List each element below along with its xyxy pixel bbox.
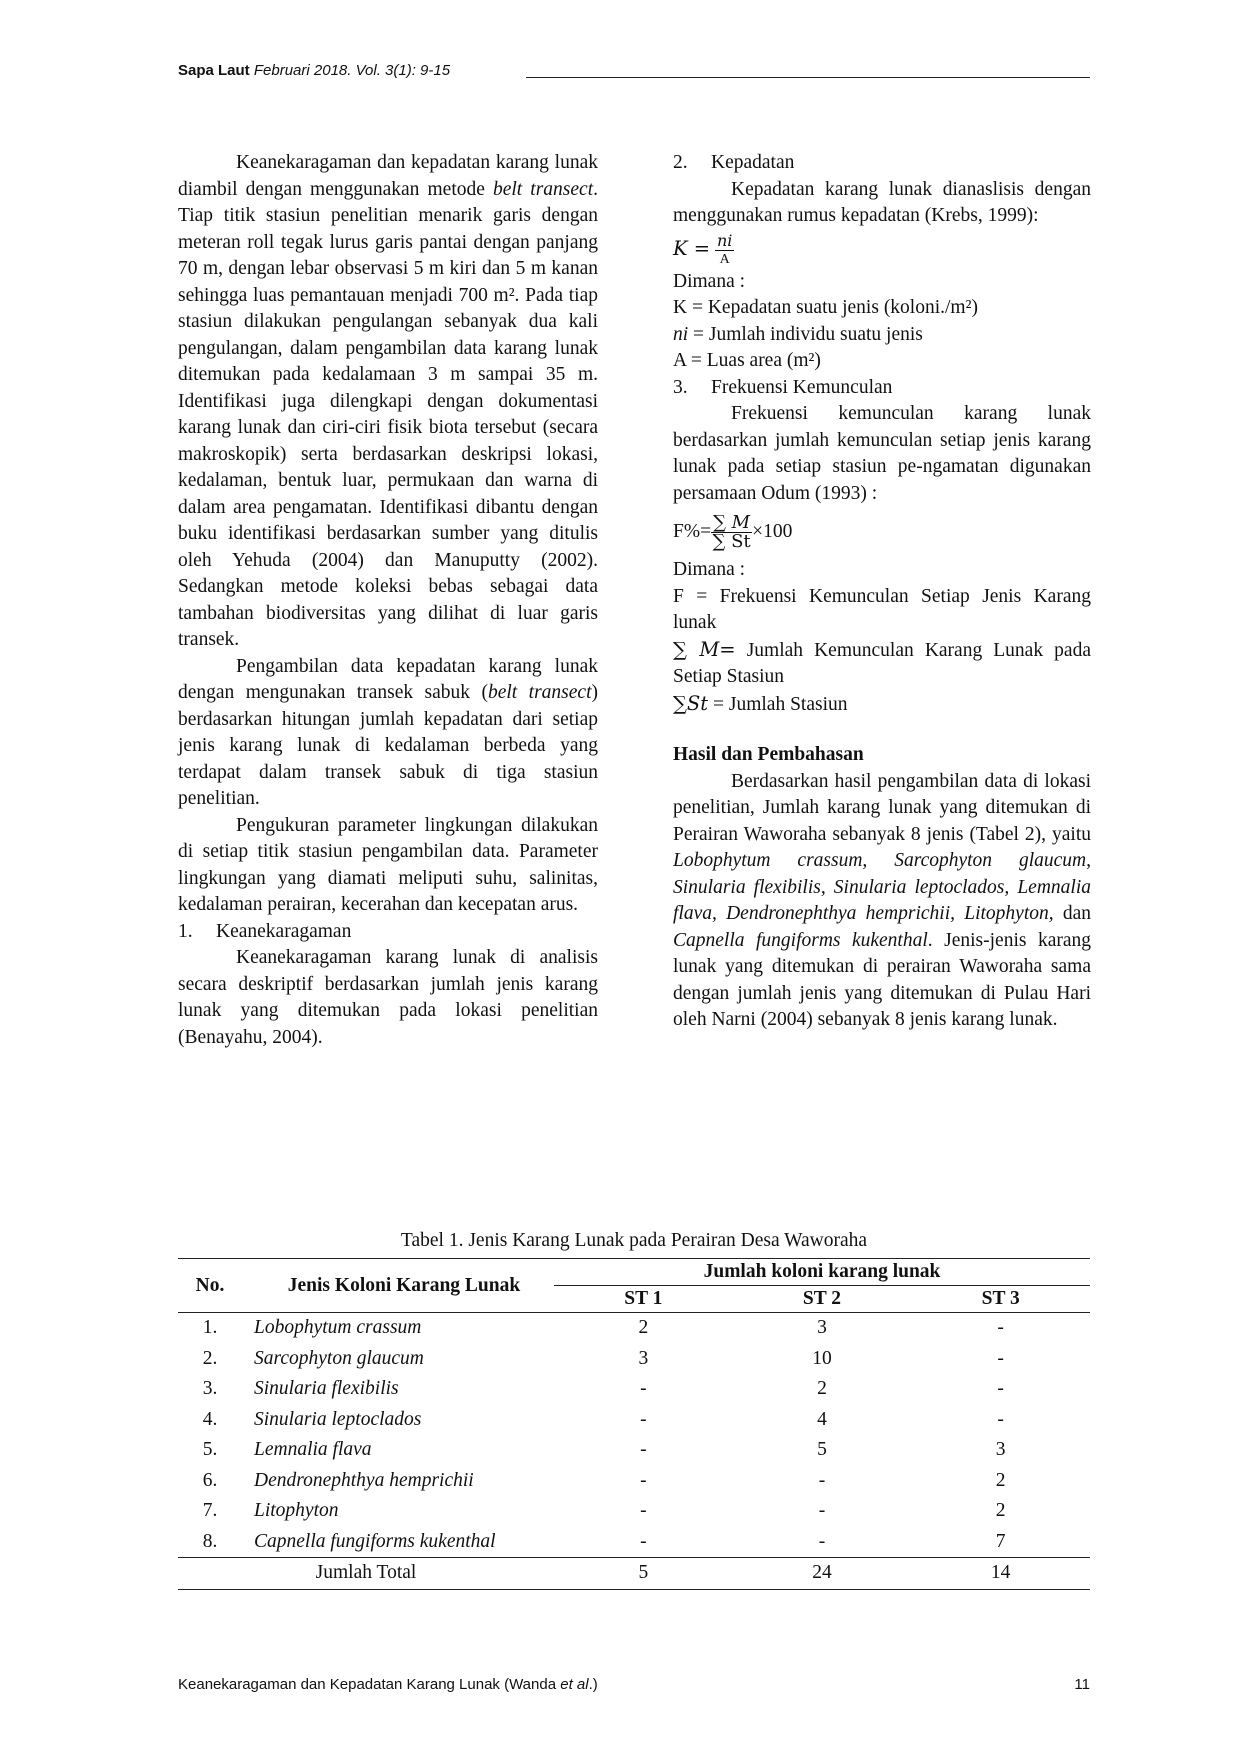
text: ) berdasarkan hitungan jumlah kepadatan dari setiap jenis karang lunak di kedalaman berbeda yang terdapat dalam transek sabuk di tiga stasiun penelitian. <box>178 682 598 809</box>
row-number: 1. <box>202 1317 218 1339</box>
species-name: Sarcophyton glaucum <box>254 1347 424 1369</box>
count-st2: - <box>818 1469 826 1491</box>
footer-title-italic: et al <box>560 1676 589 1693</box>
count-st2: 10 <box>812 1347 832 1369</box>
count-st1: - <box>640 1530 647 1552</box>
journal-name: Sapa Laut <box>178 62 250 79</box>
journal-issue: Februari 2018. Vol. 3(1): 9-15 <box>253 62 451 79</box>
table-row <box>178 1466 1090 1497</box>
count-st1: 3 <box>638 1347 649 1369</box>
header-st3: ST 3 <box>911 1286 1090 1313</box>
count-st3: 2 <box>995 1500 1006 1522</box>
definition-f: F = Frekuensi Kemunculan Setiap Jenis Karang lunak <box>673 585 1091 634</box>
count-st3: 2 <box>995 1469 1006 1491</box>
list-title: Frekuensi Kemunculan <box>711 376 893 398</box>
list-item-density <box>673 150 1091 177</box>
variable: ni <box>673 323 689 345</box>
list-item-diversity <box>178 919 598 946</box>
text: Keanekaragaman dan kepadatan karang lunak diambil dengan menggunakan metode <box>178 152 598 200</box>
footer-title: Keanekaragaman dan Kepadatan Karang Lunak (Wanda <box>178 1676 561 1693</box>
total-st2: 24 <box>812 1562 832 1584</box>
table-row <box>178 1344 1090 1375</box>
count-st2: 4 <box>817 1408 827 1430</box>
header-group: Jumlah koloni karang lunak <box>554 1259 1090 1286</box>
header-st2: ST 2 <box>733 1286 912 1313</box>
text: . Tiap titik stasiun penelitian menarik garis dengan meteran roll tegak lurus garis pantai dengan panjang 70 m, dengan lebar observasi 5 m kiri dan 5 m kanan sehingga luas pemantauan menjadi 700 m². Pada tiap stasiun dilakukan pengulangan sebanyak dua kali pengulangan, dalam pengambilan data karang lunak ditemukan pada kedalamaan 3 m sampai 35 m. Identifikasi juga dilengkapi dengan dokumentasi karang lunak dan ciri-ciri fisik biota tersebut (secara makroskopik) serta berdasarkan deskripsi lokasi, kedalaman, bentuk luar, permukaan dan warna di dalam area pengamatan. Identifikasi dibantu dengan buku identifikasi berdasarkan sumber yang ditulis oleh Yehuda (2004) dan Manuputty (2002). Sedangkan metode koleksi bebas sebagai data tambahan biodiversitas yang dilihat di luar garis transek. <box>178 178 598 650</box>
row-number: 6. <box>202 1469 218 1491</box>
count-st2: 2 <box>817 1378 827 1400</box>
table-row <box>178 1313 1090 1344</box>
header-name: Jenis Koloni Karang Lunak <box>242 1259 554 1313</box>
list-title: Kepadatan <box>711 152 795 173</box>
section-heading: Hasil dan Pembahasan <box>673 744 864 766</box>
paragraph-frequency: Frekuensi kemunculan karang lunak berdasarkan jumlah kemunculan setiap jenis karang lunak pada setiap stasiun pe-ngamatan digunakan persamaan Odum (1993) : <box>673 403 1091 504</box>
text-italic: Lobophytum crassum, Sarcophyton glaucum, Sinularia flexibilis, Sinularia leptoclados, Lemnalia flava, Dendronephthya hemprichii, Litophyton, <box>673 850 1091 925</box>
list-title: Keanekaragaman <box>216 920 352 942</box>
count-st3: - <box>997 1347 1004 1369</box>
table-caption: Tabel 1. Jenis Karang Lunak pada Perairan Desa Waworaha <box>400 1230 868 1251</box>
list-number: 3. <box>673 376 688 398</box>
where-label: Dimana : <box>673 270 746 292</box>
paragraph-method <box>178 150 598 654</box>
text-italic: Capnella fungiforms kukenthal <box>673 929 928 951</box>
definition-m <box>673 637 1091 691</box>
footer-title: .) <box>588 1676 598 1693</box>
species-name: Sinularia flexibilis <box>254 1378 399 1400</box>
fraction <box>711 514 752 551</box>
count-st1: - <box>640 1439 647 1461</box>
page-number: 11 <box>1074 1676 1090 1693</box>
fraction <box>715 232 734 269</box>
table-row <box>178 1374 1090 1405</box>
table-row <box>178 1527 1090 1558</box>
table-row <box>178 1435 1090 1466</box>
text-italic: belt transect <box>487 682 592 703</box>
count-st3: 3 <box>995 1439 1006 1461</box>
count-st2: - <box>818 1530 826 1552</box>
table-row <box>178 1405 1090 1436</box>
running-footer <box>178 1676 1090 1693</box>
right-column <box>673 150 1091 1034</box>
text: = Jumlah individu suatu jenis <box>688 323 923 345</box>
table-row <box>178 1496 1090 1527</box>
table-total-row <box>178 1558 1090 1590</box>
denominator: A <box>719 251 730 267</box>
count-st2: 3 <box>817 1317 827 1339</box>
formula-lhs: F%= <box>673 521 712 543</box>
definition-a: A = Luas area (m²) <box>673 350 821 372</box>
left-column <box>178 150 598 1051</box>
running-header <box>178 62 1090 84</box>
text: . Jenis-jenis karang lunak yang ditemukan di perairan Waworaha sama dengan jumlah jenis yang ditemukan di Pulau Hari oleh Narni (2004) sebanyak 8 jenis karang lunak. <box>673 929 1091 1031</box>
paragraph-density-sampling <box>178 654 598 813</box>
paragraph-parameters: Pengukuran parameter lingkungan dilakukan di setiap titik stasiun pengambilan data. Parameter lingkungan yang diamati meliputi suhu, salinitas, kedalaman perairan, kecerahan dan kecepatan arus. <box>178 814 598 915</box>
definition-k: K = Kepadatan suatu jenis (koloni./m²) <box>673 297 978 319</box>
species-name: Lemnalia flava <box>254 1439 372 1461</box>
formula-lhs: K = <box>673 236 711 260</box>
species-name: Capnella fungiforms kukenthal <box>254 1530 496 1552</box>
total-st3: 14 <box>990 1562 1011 1584</box>
denominator: ∑ St <box>712 531 751 553</box>
species-name: Dendronephthya hemprichii <box>254 1469 474 1491</box>
text: Berdasarkan hasil pengambilan data di lokasi penelitian, Jumlah karang lunak yang ditemukan di Perairan Waworaha sebanyak 8 jenis (Tabel 2), yaitu <box>673 770 1091 845</box>
count-st1: - <box>640 1378 647 1400</box>
text: = Jumlah Stasiun <box>708 693 848 715</box>
row-number: 3. <box>202 1378 218 1400</box>
definition-ni <box>673 322 1091 349</box>
total-st1: 5 <box>638 1562 649 1584</box>
list-number: 2. <box>673 152 688 173</box>
numerator: ∑ M <box>713 512 751 534</box>
count-st3: - <box>997 1317 1004 1339</box>
count-st1: - <box>640 1500 647 1522</box>
numerator: ni <box>716 230 733 250</box>
variable: ∑St <box>673 691 709 715</box>
list-number: 1. <box>178 920 193 942</box>
total-label: Jumlah Total <box>315 1562 417 1584</box>
species-name: Sinularia leptoclados <box>254 1408 422 1430</box>
variable: ∑ M= <box>673 637 736 661</box>
text-italic: belt transect <box>492 178 594 200</box>
header-st1: ST 1 <box>554 1286 733 1313</box>
row-number: 4. <box>202 1408 218 1430</box>
species-name: Litophyton <box>254 1500 339 1522</box>
text: Jumlah Kemunculan Karang Lunak pada Setiap Stasiun <box>673 639 1091 688</box>
formula-density <box>673 230 1091 269</box>
formula-rhs: ×100 <box>752 521 793 543</box>
count-st2: - <box>818 1500 826 1522</box>
count-st1: - <box>640 1408 647 1430</box>
count-st1: - <box>640 1469 647 1491</box>
text: Pengambilan data kepadatan karang lunak dengan mengunakan transek sabuk ( <box>178 655 598 703</box>
list-item-frequency <box>673 375 1091 402</box>
row-number: 2. <box>202 1347 218 1369</box>
species-name: Lobophytum crassum <box>254 1317 422 1339</box>
where-label: Dimana : <box>673 559 746 581</box>
formula-frequency <box>673 507 1091 557</box>
text: dan <box>1053 903 1092 925</box>
header-rule <box>526 77 1090 78</box>
paragraph-density: Kepadatan karang lunak dianaslisis dengan menggunakan rumus kepadatan (Krebs, 1999): <box>673 178 1091 226</box>
count-st1: 2 <box>638 1317 649 1339</box>
definition-st <box>673 691 1091 719</box>
row-number: 8. <box>202 1530 218 1552</box>
header-no: No. <box>178 1259 242 1313</box>
row-number: 5. <box>202 1439 218 1461</box>
count-st2: 5 <box>817 1439 827 1461</box>
row-number: 7. <box>202 1500 218 1522</box>
count-st3: - <box>997 1378 1004 1400</box>
species-table <box>178 1258 1090 1590</box>
paragraph-diversity: Keanekaragaman karang lunak di analisis secara deskriptif berdasarkan jumlah jenis karang lunak yang ditemukan pada lokasi penelitian (Benayahu, 2004). <box>178 947 598 1048</box>
count-st3: 7 <box>995 1530 1006 1552</box>
count-st3: - <box>997 1408 1004 1430</box>
paragraph-results <box>673 769 1091 1034</box>
